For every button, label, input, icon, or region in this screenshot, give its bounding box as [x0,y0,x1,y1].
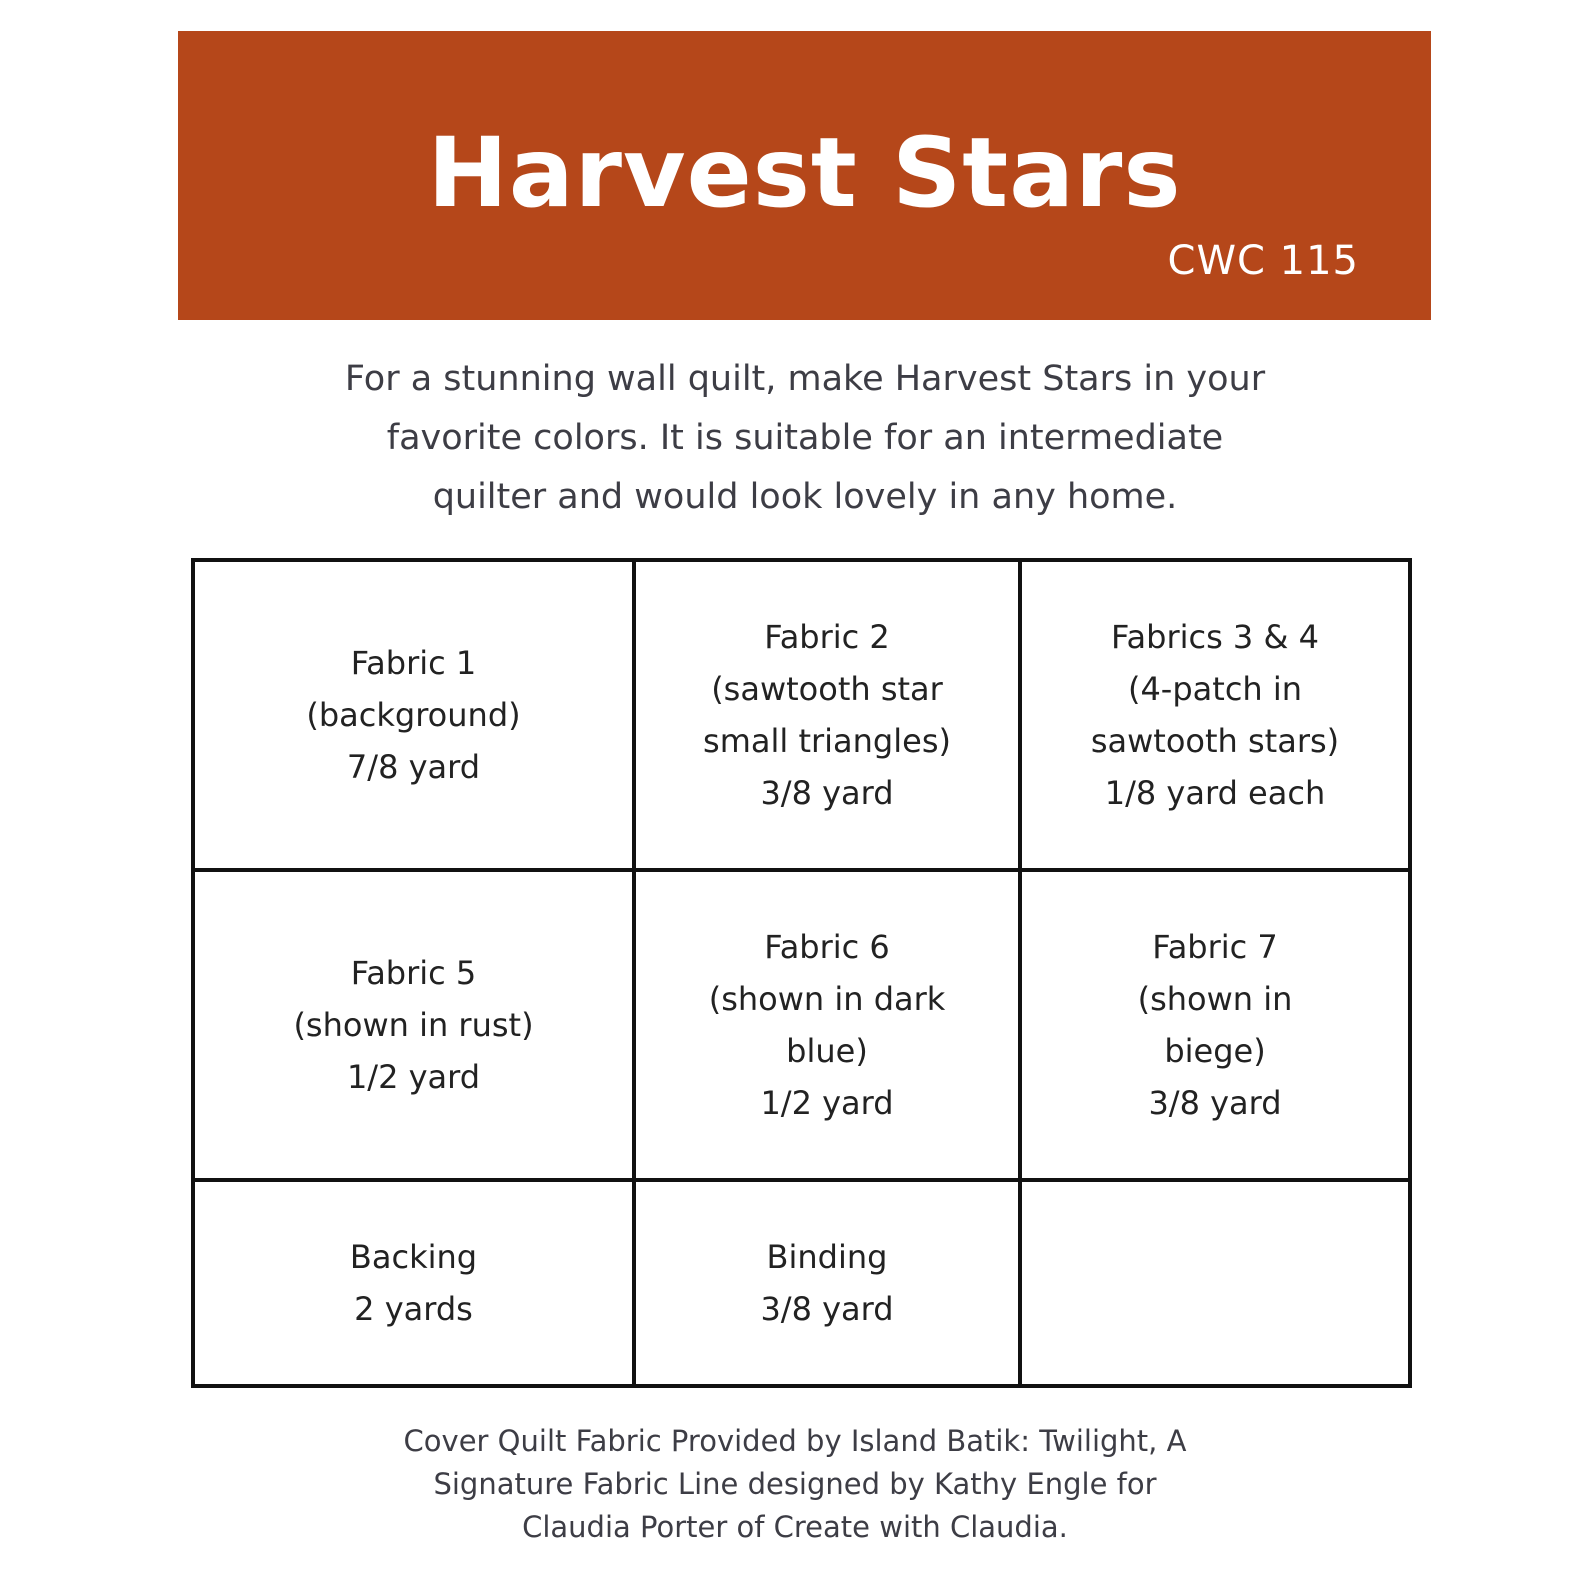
cell-line: 3/8 yard [760,1290,894,1328]
cell-line: blue) [786,1032,868,1070]
pattern-code: CWC 115 [1167,238,1359,284]
cell-line: 1/2 yard [346,1058,481,1096]
cell-line: biege) [1164,1032,1266,1070]
title-banner [178,31,1431,320]
fabric-cell-backing [195,1182,636,1384]
cell-line: Fabrics 3 & 4 [1111,618,1319,656]
cell-line: small triangles) [703,722,951,760]
footer-line: Claudia Porter of Create with Claudia. [522,1510,1068,1544]
cell-line: (shown in [1137,980,1293,1018]
fabric-credit-note [250,1420,1340,1549]
cell-line: Fabric 1 [350,644,477,682]
fabric-cell-fabric-7 [1022,872,1408,1182]
cell-line: 2 yards [354,1290,473,1328]
fabric-cell-fabric-2 [636,562,1022,872]
fabric-cell-empty [1022,1182,1408,1384]
intro-line: favorite colors. It is suitable for an intermediate [386,418,1224,458]
fabric-cell-binding [636,1182,1022,1384]
cell-line: sawtooth stars) [1090,722,1340,760]
cell-line: (shown in rust) [293,1006,534,1044]
fabric-cell-fabrics-3-4 [1022,562,1408,872]
footer-line: Cover Quilt Fabric Provided by Island Batik: Twilight, A [403,1424,1187,1458]
cell-line: (4-patch in [1127,670,1303,708]
intro-line: For a stunning wall quilt, make Harvest Stars in your [344,359,1266,399]
cell-line: Fabric 7 [1152,928,1278,966]
pattern-title: Harvest Stars [427,117,1182,229]
cell-line: (background) [306,696,521,734]
cell-line: Backing [349,1238,478,1276]
cell-line: 7/8 yard [346,748,481,786]
intro-paragraph [200,350,1410,527]
cell-line: Fabric 2 [764,618,890,656]
cell-line: Fabric 6 [764,928,890,966]
cell-line: 3/8 yard [760,774,894,812]
cell-line: (shown in dark [708,980,946,1018]
cell-line: 3/8 yard [1148,1084,1282,1122]
fabric-requirements-table [191,558,1412,1388]
fabric-cell-fabric-6 [636,872,1022,1182]
intro-line: quilter and would look lovely in any home. [432,477,1178,517]
fabric-cell-fabric-5 [195,872,636,1182]
cell-line: (sawtooth star [711,670,943,708]
fabric-cell-fabric-1 [195,562,636,872]
footer-line: Signature Fabric Line designed by Kathy Engle for [433,1467,1157,1501]
cell-line: 1/2 yard [760,1084,894,1122]
cell-line: Binding [766,1238,888,1276]
cell-line: 1/8 yard each [1104,774,1326,812]
cell-line: Fabric 5 [350,954,477,992]
